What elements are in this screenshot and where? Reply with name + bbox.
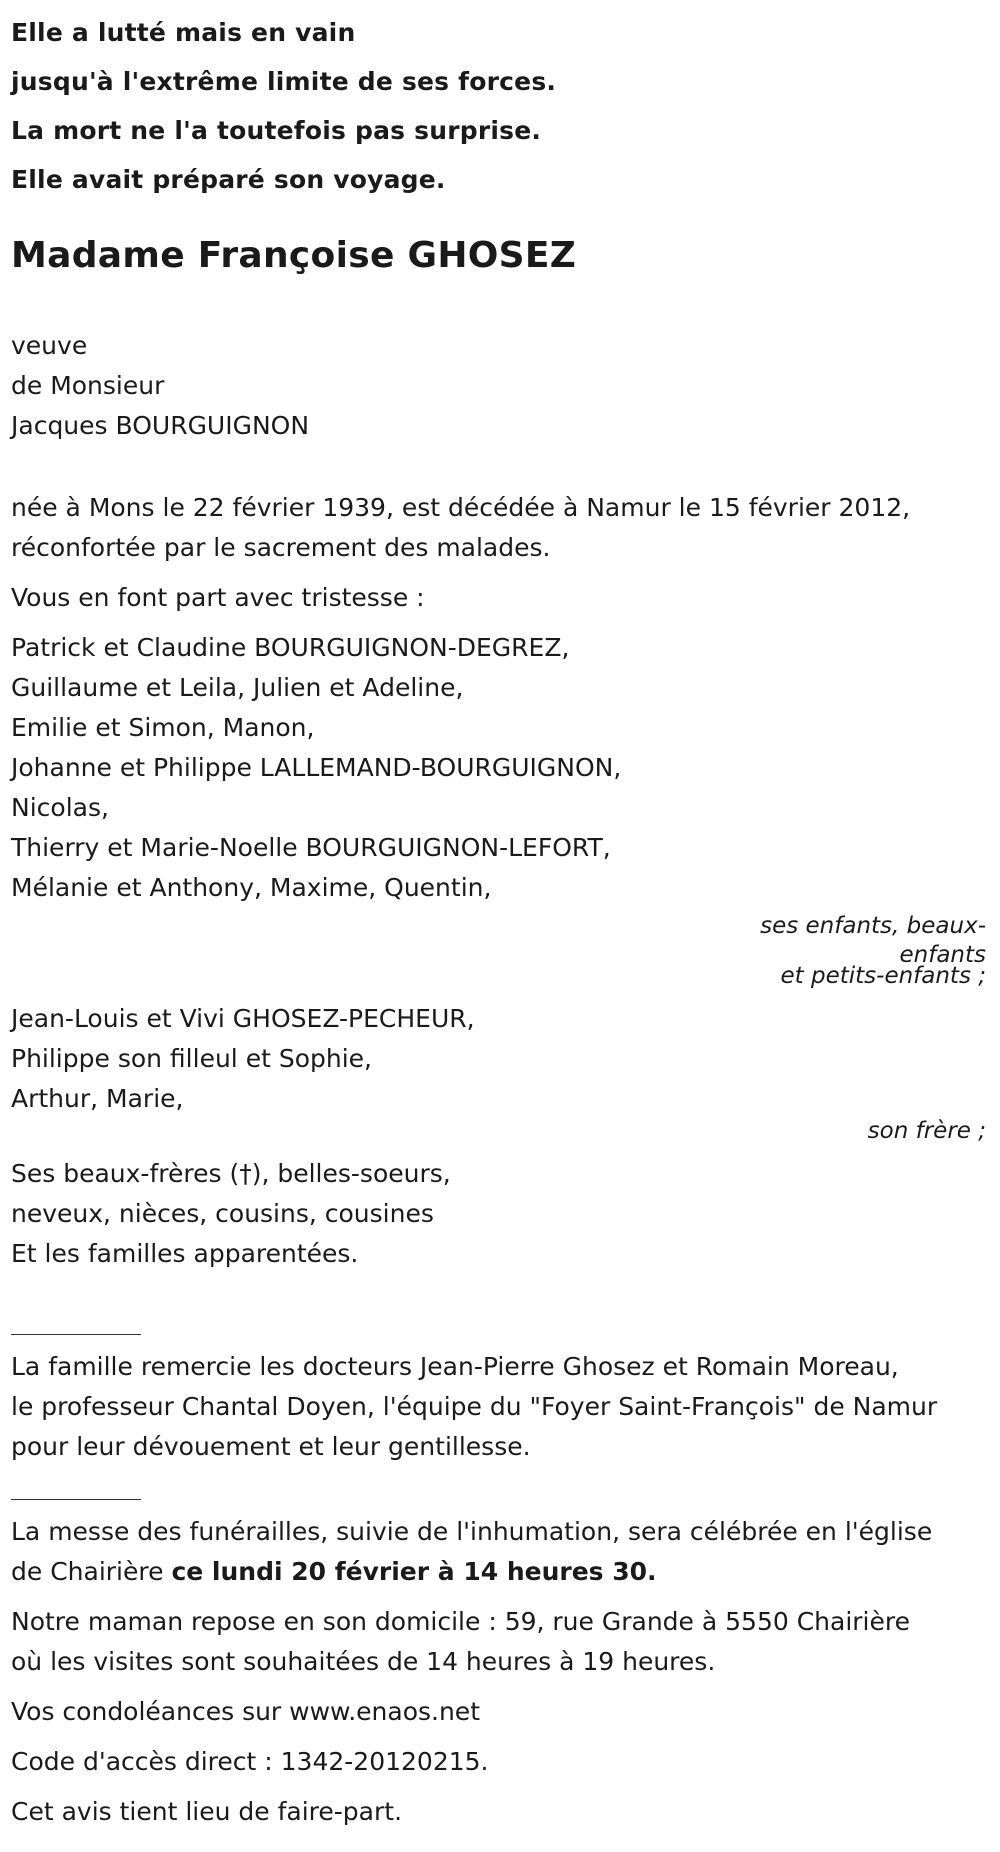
deceased-name: Madame Françoise GHOSEZ — [11, 235, 577, 276]
others-block — [11, 1154, 986, 1274]
funeral-place: de Chairière — [11, 1557, 172, 1586]
rest-block — [11, 1602, 986, 1682]
family-line: Ses beaux-frères (†), belles-soeurs, — [11, 1159, 451, 1188]
thanks-block — [11, 1347, 986, 1467]
opening-poem — [11, 0, 986, 204]
family-line: Nicolas, — [11, 793, 109, 822]
family-line: Philippe son filleul et Sophie, — [11, 1044, 372, 1073]
condolences-line: Vos condoléances sur www.enaos.net — [11, 1697, 480, 1726]
birth-death-block — [11, 488, 986, 568]
children-relation — [726, 912, 986, 991]
poem-line: Elle avait préparé son voyage. — [11, 165, 446, 194]
thanks-line: La famille remercie les docteurs Jean-Pierre Ghosez et Romain Moreau, — [11, 1352, 899, 1381]
family-line: Thierry et Marie-Noelle BOURGUIGNON-LEFORT, — [11, 833, 611, 862]
thanks-line: pour leur dévouement et leur gentillesse. — [11, 1432, 531, 1461]
poem-line: jusqu'à l'extrême limite de ses forces. — [11, 67, 557, 96]
funeral-datetime: ce lundi 20 février à 14 heures 30. — [171, 1557, 657, 1586]
family-line: Guillaume et Leila, Julien et Adeline, — [11, 673, 464, 702]
widow-line: Jacques BOURGUIGNON — [11, 411, 310, 440]
funeral-block — [11, 1512, 986, 1592]
relation-line: ses enfants, beaux- — [760, 913, 986, 939]
relation-line: et petits-enfants ; — [780, 963, 986, 989]
separator-rule — [11, 1479, 141, 1500]
family-line: Johanne et Philippe LALLEMAND-BOURGUIGNON, — [11, 753, 622, 782]
rest-line: Notre maman repose en son domicile : 59, rue Grande à 5550 Chairière — [11, 1607, 910, 1636]
family-line: Arthur, Marie, — [11, 1084, 184, 1113]
birth-death-line: née à Mons le 22 février 1939, est décédée à Namur le 15 février 2012, — [11, 493, 911, 522]
funeral-line: La messe des funérailles, suivie de l'inhumation, sera célébrée en l'église — [11, 1517, 933, 1546]
family-line: Emilie et Simon, Manon, — [11, 713, 315, 742]
birth-death-line: réconfortée par le sacrement des malades. — [11, 533, 551, 562]
separator-rule — [11, 1314, 141, 1335]
footer-line: Cet avis tient lieu de faire-part. — [11, 1797, 403, 1826]
widow-of-block — [11, 326, 986, 446]
relation-line: enfants — [899, 942, 986, 968]
brother-block — [11, 999, 986, 1119]
family-line: neveux, nièces, cousins, cousines — [11, 1199, 434, 1228]
family-line: Patrick et Claudine BOURGUIGNON-DEGREZ, — [11, 633, 570, 662]
announce-line: Vous en font part avec tristesse : — [11, 583, 425, 612]
widow-line: veuve — [11, 331, 88, 360]
access-code-line: Code d'accès direct : 1342-20120215. — [11, 1747, 489, 1776]
family-line: Jean-Louis et Vivi GHOSEZ-PECHEUR, — [11, 1004, 475, 1033]
funeral-line — [11, 1552, 986, 1592]
brother-relation: son frère ; — [867, 1118, 986, 1144]
poem-line: Elle a lutté mais en vain — [11, 18, 356, 47]
obituary-notice — [11, 0, 986, 1832]
widow-line: de Monsieur — [11, 371, 165, 400]
family-line: Et les familles apparentées. — [11, 1239, 359, 1268]
rest-line: où les visites sont souhaitées de 14 heures à 19 heures. — [11, 1647, 716, 1676]
thanks-line: le professeur Chantal Doyen, l'équipe du "Foyer Saint-François" de Namur — [11, 1392, 938, 1421]
children-block — [11, 628, 986, 908]
family-line: Mélanie et Anthony, Maxime, Quentin, — [11, 873, 492, 902]
poem-line: La mort ne l'a toutefois pas surprise. — [11, 116, 542, 145]
